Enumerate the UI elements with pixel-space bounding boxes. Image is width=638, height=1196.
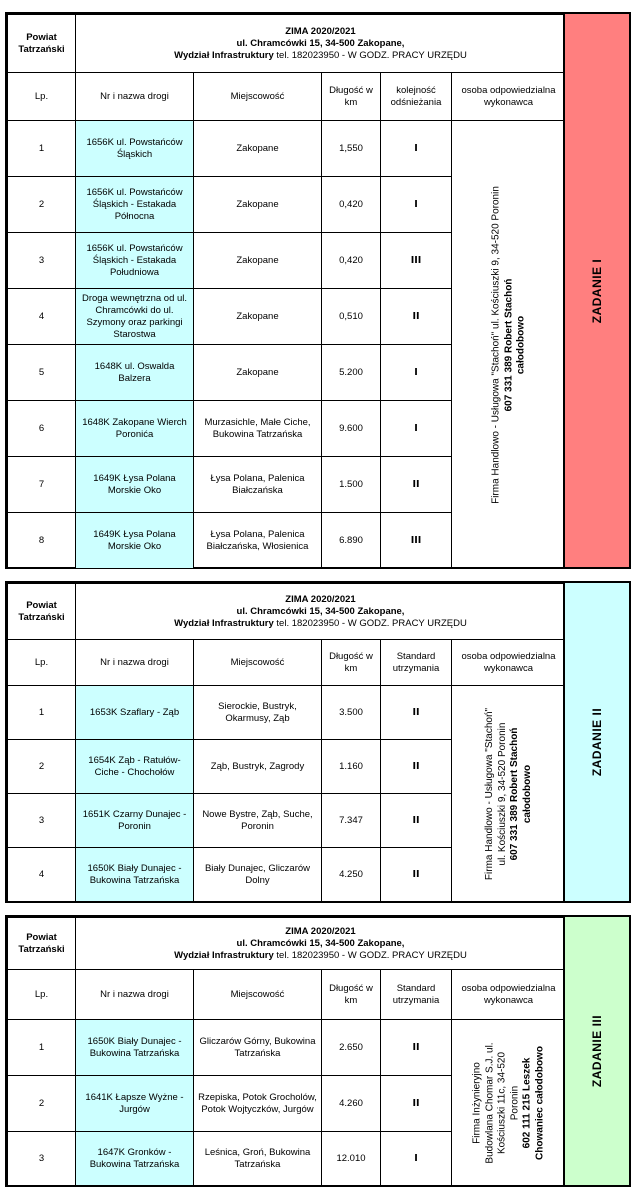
- row-lp: 4: [8, 848, 76, 902]
- col-length: Długość w km: [322, 970, 381, 1020]
- row-lp: 3: [8, 233, 76, 289]
- contractor-cell: Firma Handlowo - Usługowa "Stachoń" ul. Kościuszki 9, 34-520 Poronin 607 331 389 Robert Stachoń całodobowo: [452, 121, 566, 569]
- row-length: 1.160: [322, 740, 381, 794]
- row-lp: 1: [8, 121, 76, 177]
- contractor-cell: Firma Inżynieryjno Budowlana Chomar S.J. ul. Kościuszki 11c, 34-520 Poronin 602 111 215 Leszek Chowaniec całodobowo: [452, 1020, 566, 1186]
- row-lp: 2: [8, 1076, 76, 1132]
- col-road: Nr i nazwa drogi: [76, 640, 194, 686]
- row-lp: 3: [8, 794, 76, 848]
- row-length: 7.347: [322, 794, 381, 848]
- row-lp: 2: [8, 740, 76, 794]
- row-road: 1656K ul. Powstańców Śląskich - Estakada Północna: [76, 177, 194, 233]
- table-row: [8, 686, 566, 740]
- col-place: Miejscowość: [194, 970, 322, 1020]
- row-lp: 4: [8, 289, 76, 345]
- row-place: Łysa Polana, Palenica Białczańska: [194, 457, 322, 513]
- row-length: 4.260: [322, 1076, 381, 1132]
- row-road: 1647K Gronków - Bukowina Tatrzańska: [76, 1132, 194, 1186]
- row-place: Biały Dunajec, Gliczarów Dolny: [194, 848, 322, 902]
- row-order: I: [381, 121, 452, 177]
- col-contractor: osoba odpowiedzialna wykonawca: [452, 73, 566, 121]
- row-length: 1,550: [322, 121, 381, 177]
- row-order: III: [381, 513, 452, 569]
- header-title: ZIMA 2020/2021 ul. Chramcówki 15, 34-500 Zakopane, Wydział Infrastruktury tel. 182023950 - W GODZ. PRACY URZĘDU: [76, 918, 566, 970]
- row-standard: II: [381, 740, 452, 794]
- table-row: [8, 121, 566, 177]
- col-road: Nr i nazwa drogi: [76, 970, 194, 1020]
- powiat-label: Powiat Tatrzański: [8, 918, 76, 970]
- col-contractor: osoba odpowiedzialna wykonawca: [452, 970, 566, 1020]
- row-standard: I: [381, 1132, 452, 1186]
- row-standard: II: [381, 1076, 452, 1132]
- row-place: Zakopane: [194, 177, 322, 233]
- contractor-cell: Firma Handlowo - Usługowa "Stachoń" ul. Kościuszki 9, 34-520 Poronin 607 331 389 Robert Stachoń całodobowo: [452, 686, 566, 902]
- zadanie-1-label: ZADANIE I: [563, 14, 629, 567]
- col-standard: Standard utrzymania: [381, 970, 452, 1020]
- row-road: 1656K ul. Powstańców Śląskich: [76, 121, 194, 177]
- col-order: kolejność odśnieżania: [381, 73, 452, 121]
- col-lp: Lp.: [8, 73, 76, 121]
- powiat-label: Powiat Tatrzański: [8, 15, 76, 73]
- row-length: 1.500: [322, 457, 381, 513]
- powiat-label: Powiat Tatrzański: [8, 584, 76, 640]
- col-length: Długość w km: [322, 640, 381, 686]
- row-order: I: [381, 345, 452, 401]
- zadanie-3-table: [7, 917, 566, 1186]
- zadanie-3-label: ZADANIE III: [563, 917, 629, 1185]
- row-lp: 2: [8, 177, 76, 233]
- zadanie-2-label: ZADANIE II: [563, 583, 629, 901]
- row-place: Murzasichle, Małe Ciche, Bukowina Tatrzańska: [194, 401, 322, 457]
- table-row: [8, 1020, 566, 1076]
- row-order: I: [381, 177, 452, 233]
- row-road: 1641K Łapsze Wyżne - Jurgów: [76, 1076, 194, 1132]
- row-lp: 6: [8, 401, 76, 457]
- row-place: Ząb, Bustryk, Zagrody: [194, 740, 322, 794]
- row-order: II: [381, 457, 452, 513]
- header-title: ZIMA 2020/2021 ul. Chramcówki 15, 34-500 Zakopane, Wydział Infrastruktury tel. 182023950 - W GODZ. PRACY URZĘDU: [76, 15, 566, 73]
- zadanie-3-block: [5, 915, 631, 1187]
- header-title: ZIMA 2020/2021 ul. Chramcówki 15, 34-500 Zakopane, Wydział Infrastruktury tel. 182023950 - W GODZ. PRACY URZĘDU: [76, 584, 566, 640]
- row-length: 12.010: [322, 1132, 381, 1186]
- row-standard: II: [381, 1020, 452, 1076]
- row-lp: 3: [8, 1132, 76, 1186]
- row-standard: II: [381, 848, 452, 902]
- row-road: 1648K Zakopane Wierch Poronića: [76, 401, 194, 457]
- row-length: 0,420: [322, 233, 381, 289]
- row-place: Zakopane: [194, 121, 322, 177]
- row-length: 6.890: [322, 513, 381, 569]
- row-lp: 7: [8, 457, 76, 513]
- row-standard: II: [381, 794, 452, 848]
- row-place: Rzepiska, Potok Grocholów, Potok Wojtyczków, Jurgów: [194, 1076, 322, 1132]
- row-road: 1649K Łysa Polana Morskie Oko: [76, 513, 194, 569]
- row-lp: 1: [8, 686, 76, 740]
- row-road: 1653K Szaflary - Ząb: [76, 686, 194, 740]
- row-lp: 5: [8, 345, 76, 401]
- row-order: II: [381, 289, 452, 345]
- row-place: Łysa Polana, Palenica Białczańska, Włosienica: [194, 513, 322, 569]
- row-place: Leśnica, Groń, Bukowina Tatrzańska: [194, 1132, 322, 1186]
- col-place: Miejscowość: [194, 73, 322, 121]
- row-length: 4.250: [322, 848, 381, 902]
- row-place: Zakopane: [194, 233, 322, 289]
- row-place: Gliczarów Górny, Bukowina Tatrzańska: [194, 1020, 322, 1076]
- row-lp: 1: [8, 1020, 76, 1076]
- row-place: Zakopane: [194, 289, 322, 345]
- zadanie-2-table: [7, 583, 566, 902]
- column-headers: [8, 640, 566, 686]
- col-length: Długość w km: [322, 73, 381, 121]
- row-place: Sierockie, Bustryk, Okarmusy, Ząb: [194, 686, 322, 740]
- col-standard: Standard utrzymania: [381, 640, 452, 686]
- row-road: 1656K ul. Powstańców Śląskich - Estakada Południowa: [76, 233, 194, 289]
- row-road: 1650K Biały Dunajec - Bukowina Tatrzańska: [76, 848, 194, 902]
- row-road: 1651K Czarny Dunajec - Poronin: [76, 794, 194, 848]
- column-headers: [8, 970, 566, 1020]
- zadanie-1-block: [5, 12, 631, 569]
- col-lp: Lp.: [8, 970, 76, 1020]
- row-standard: II: [381, 686, 452, 740]
- row-order: I: [381, 401, 452, 457]
- row-place: Zakopane: [194, 345, 322, 401]
- row-order: III: [381, 233, 452, 289]
- row-road: 1648K ul. Oswalda Balzera: [76, 345, 194, 401]
- col-lp: Lp.: [8, 640, 76, 686]
- col-road: Nr i nazwa drogi: [76, 73, 194, 121]
- row-length: 0,510: [322, 289, 381, 345]
- column-headers: [8, 73, 566, 121]
- row-length: 2.650: [322, 1020, 381, 1076]
- row-length: 5.200: [322, 345, 381, 401]
- zadanie-1-table: [7, 14, 566, 569]
- row-lp: 8: [8, 513, 76, 569]
- row-length: 9.600: [322, 401, 381, 457]
- row-road: 1649K Łysa Polana Morskie Oko: [76, 457, 194, 513]
- row-place: Nowe Bystre, Ząb, Suche, Poronin: [194, 794, 322, 848]
- row-road: 1650K Biały Dunajec - Bukowina Tatrzańska: [76, 1020, 194, 1076]
- row-length: 0,420: [322, 177, 381, 233]
- row-length: 3.500: [322, 686, 381, 740]
- row-road: 1654K Ząb - Ratułów- Ciche - Chochołów: [76, 740, 194, 794]
- col-place: Miejscowość: [194, 640, 322, 686]
- col-contractor: osoba odpowiedzialna wykonawca: [452, 640, 566, 686]
- row-road: Droga wewnętrzna od ul. Chramcówki do ul. Szymony oraz parkingi Starostwa: [76, 289, 194, 345]
- zadanie-2-block: [5, 581, 631, 903]
